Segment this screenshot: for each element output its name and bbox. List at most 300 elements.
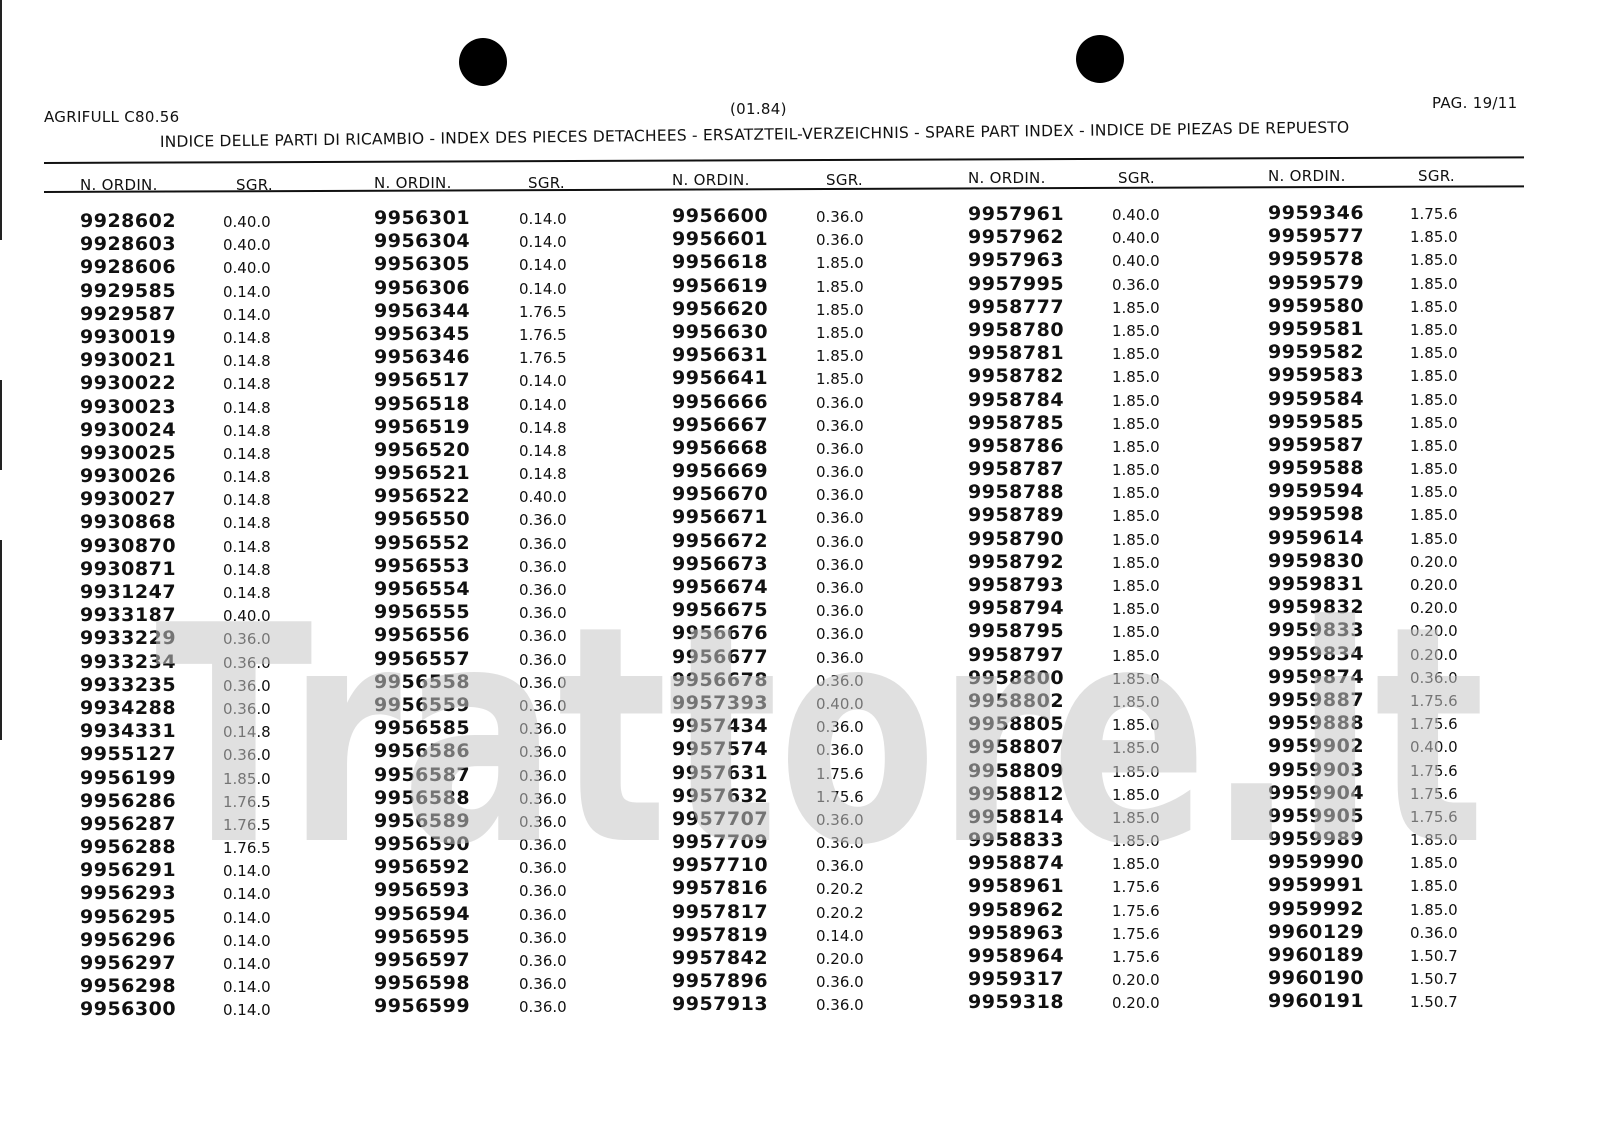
subgroup-code: 1.85.0	[1112, 507, 1160, 526]
subgroup-code: 0.36.0	[519, 511, 567, 530]
subgroup-code: 0.36.0	[519, 928, 567, 947]
order-number: 9959992	[1268, 897, 1365, 920]
subgroup-code: 1.85.0	[1410, 529, 1458, 548]
subgroup-code: 0.36.0	[816, 973, 864, 992]
order-number: 9957817	[672, 900, 769, 923]
subgroup-code: 0.36.0	[519, 627, 567, 646]
order-number: 9959584	[1268, 387, 1365, 410]
subgroup-code: 0.14.8	[223, 537, 271, 556]
order-number: 9930868	[80, 511, 177, 534]
order-number: 9956674	[672, 576, 769, 598]
order-number: 9958793	[968, 574, 1065, 596]
subgroup-code: 0.40.0	[223, 259, 271, 278]
subgroup-code: 0.36.0	[816, 579, 864, 597]
order-number: 9959588	[1268, 457, 1365, 480]
subgroup-code: 0.40.0	[223, 213, 271, 231]
order-number: 9956305	[374, 253, 471, 276]
subgroup-code: 1.85.0	[1112, 623, 1160, 642]
subgroup-code: 1.85.0	[1112, 716, 1160, 735]
order-number: 9959902	[1268, 735, 1365, 758]
order-number: 9930027	[80, 488, 177, 511]
subgroup-code: 0.40.0	[1112, 206, 1160, 224]
order-number: 9956669	[672, 460, 769, 483]
subgroup-code: 1.85.0	[223, 769, 271, 788]
subgroup-code: 1.85.0	[1112, 368, 1160, 387]
order-number: 9960190	[1268, 967, 1365, 990]
order-number: 9956286	[80, 789, 177, 812]
subgroup-code: 0.36.0	[519, 604, 567, 623]
order-number: 9958964	[968, 945, 1065, 967]
order-number: 9958792	[968, 550, 1065, 573]
order-number: 9959614	[1268, 526, 1365, 549]
order-number: 9956597	[374, 949, 471, 971]
order-number: 9958807	[968, 736, 1065, 759]
subgroup-code: 1.85.0	[1410, 831, 1458, 850]
subgroup-code: 0.36.0	[816, 509, 864, 528]
subgroup-code: 0.36.0	[816, 857, 864, 876]
order-number: 9956559	[374, 693, 471, 716]
subgroup-code: 0.36.0	[816, 625, 864, 644]
subgroup-code: 0.36.0	[223, 699, 271, 718]
subgroup-code: 1.85.0	[1112, 808, 1160, 827]
order-number: 9959888	[1268, 712, 1365, 735]
subgroup-code: 0.14.0	[223, 1001, 271, 1020]
subgroup-code: 1.85.0	[1112, 600, 1160, 619]
order-number: 9956641	[672, 367, 769, 390]
order-number: 9958962	[968, 898, 1065, 921]
subgroup-code: 0.14.0	[223, 862, 271, 881]
order-number: 9956295	[80, 905, 177, 928]
order-number: 9956670	[672, 483, 769, 506]
subgroup-code: 0.14.8	[223, 468, 271, 487]
order-number: 9958777	[968, 295, 1065, 318]
subgroup-code: 1.85.0	[1410, 483, 1458, 502]
subgroup-code: 1.76.5	[519, 349, 567, 368]
subgroup-code: 0.20.0	[1410, 599, 1458, 618]
order-number: 9959577	[1268, 225, 1365, 248]
subgroup-code: 0.14.8	[223, 328, 271, 347]
header-subgroup: SGR.	[236, 176, 274, 194]
subgroup-code: 1.76.5	[223, 839, 271, 858]
order-number: 9956345	[374, 322, 471, 345]
subgroup-code: 0.36.0	[223, 676, 271, 695]
order-number: 9960191	[1268, 990, 1365, 1013]
order-number: 9958795	[968, 620, 1065, 643]
subgroup-code: 0.14.0	[223, 908, 271, 927]
subgroup-code: 0.14.8	[519, 441, 567, 460]
order-number: 9956558	[374, 670, 471, 693]
subgroup-code: 1.85.0	[816, 254, 864, 273]
subgroup-code: 1.75.6	[1410, 715, 1458, 734]
order-number: 9958805	[968, 713, 1065, 736]
subgroup-code: 1.85.0	[816, 323, 864, 342]
order-number: 9957819	[672, 923, 769, 946]
subgroup-code: 1.75.6	[1410, 691, 1458, 710]
header-order-number: N. ORDIN.	[374, 174, 452, 192]
header-subgroup: SGR.	[528, 174, 566, 192]
order-number: 9956518	[374, 392, 471, 415]
subgroup-code: 0.36.0	[519, 557, 567, 576]
subgroup-code: 1.75.6	[1112, 924, 1160, 943]
subgroup-code: 0.36.0	[519, 581, 567, 599]
order-number: 9959598	[1268, 503, 1365, 526]
subgroup-code: 0.36.0	[519, 905, 567, 924]
order-number: 9958833	[968, 829, 1065, 852]
subgroup-code: 1.75.6	[1410, 784, 1458, 803]
subgroup-code: 0.36.0	[519, 650, 567, 669]
subgroup-code: 0.14.8	[223, 444, 271, 463]
subgroup-code: 0.20.0	[816, 950, 864, 968]
subgroup-code: 0.36.0	[519, 859, 567, 878]
order-number: 9956593	[374, 879, 471, 902]
subgroup-code: 0.40.0	[223, 607, 271, 626]
subgroup-code: 0.14.0	[519, 210, 567, 228]
order-number: 9956552	[374, 531, 471, 554]
subgroup-code: 1.85.0	[816, 347, 864, 366]
order-number: 9958874	[968, 852, 1065, 875]
order-number: 9957709	[672, 831, 769, 854]
subgroup-code: 1.85.0	[1112, 669, 1160, 688]
order-number: 9933234	[80, 650, 177, 673]
subgroup-code: 1.75.6	[1410, 807, 1458, 826]
order-number: 9956671	[672, 506, 769, 529]
subgroup-code: 1.76.5	[223, 792, 271, 811]
order-number: 9956287	[80, 812, 177, 835]
subgroup-code: 0.36.0	[519, 720, 567, 739]
subgroup-code: 0.20.2	[816, 903, 864, 922]
document-date: (01.84)	[730, 100, 787, 118]
order-number: 9956589	[374, 809, 471, 832]
header-order-number: N. ORDIN.	[1268, 167, 1346, 185]
subgroup-code: 1.85.0	[1112, 762, 1160, 781]
order-number: 9956199	[80, 766, 177, 789]
order-number: 9956631	[672, 344, 769, 367]
order-number: 9956346	[374, 346, 471, 369]
order-number: 9959990	[1268, 851, 1365, 874]
subgroup-code: 0.36.0	[519, 534, 567, 553]
order-number: 9928602	[80, 210, 177, 232]
subgroup-code: 0.36.0	[816, 532, 864, 551]
subgroup-code: 0.36.0	[816, 416, 864, 435]
subgroup-code: 0.14.8	[223, 375, 271, 394]
subgroup-code: 1.85.0	[1410, 877, 1458, 896]
subgroup-code: 1.85.0	[1410, 436, 1458, 455]
subgroup-code: 1.85.0	[1112, 414, 1160, 433]
subgroup-code: 1.76.5	[223, 815, 271, 834]
order-number: 9956520	[374, 438, 471, 461]
subgroup-code: 1.85.0	[1410, 900, 1458, 919]
subgroup-code: 1.76.5	[519, 302, 567, 321]
subgroup-code: 1.85.0	[816, 370, 864, 389]
order-number: 9930019	[80, 325, 177, 348]
order-number: 9956291	[80, 859, 177, 882]
order-number: 9959831	[1268, 573, 1365, 595]
order-number: 9959989	[1268, 828, 1365, 851]
order-number: 9957842	[672, 947, 769, 969]
subgroup-code: 0.36.0	[816, 463, 864, 482]
order-number: 9958961	[968, 875, 1065, 898]
order-number: 9957632	[672, 784, 769, 807]
order-number: 9959578	[1268, 248, 1365, 271]
subgroup-code: 0.20.2	[816, 880, 864, 899]
subgroup-code: 0.14.0	[223, 282, 271, 301]
subgroup-code: 0.36.0	[519, 673, 567, 692]
order-number: 9930026	[80, 465, 177, 488]
header-order-number: N. ORDIN.	[968, 169, 1046, 187]
order-number: 9933235	[80, 673, 177, 696]
subgroup-code: 1.75.6	[1410, 205, 1458, 223]
order-number: 9958814	[968, 805, 1065, 828]
order-number: 9958800	[968, 666, 1065, 689]
subgroup-code: 0.36.0	[1112, 275, 1160, 294]
order-number: 9956301	[374, 207, 471, 229]
order-number: 9957896	[672, 970, 769, 993]
subgroup-code: 1.75.6	[1410, 761, 1458, 780]
order-number: 9956519	[374, 415, 471, 438]
subgroup-code: 1.85.0	[1410, 460, 1458, 479]
order-number: 9956673	[672, 552, 769, 575]
order-number: 9956517	[374, 369, 471, 392]
subgroup-code: 0.36.0	[816, 671, 864, 690]
subgroup-code: 1.85.0	[1112, 646, 1160, 665]
order-number: 9959318	[968, 991, 1065, 1014]
order-number: 9956620	[672, 297, 769, 320]
subgroup-code: 1.85.0	[1112, 739, 1160, 758]
subgroup-code: 1.50.7	[1410, 970, 1458, 989]
order-number: 9957707	[672, 807, 769, 830]
order-number: 9958785	[968, 411, 1065, 434]
subgroup-code: 0.14.8	[223, 584, 271, 602]
order-number: 9956288	[80, 836, 177, 859]
order-number: 9959585	[1268, 410, 1365, 433]
subgroup-code: 0.14.8	[223, 514, 271, 533]
order-number: 9956595	[374, 925, 471, 948]
order-number: 9958797	[968, 643, 1065, 666]
order-number: 9956599	[374, 995, 471, 1018]
header-subgroup: SGR.	[1418, 167, 1456, 185]
subgroup-code: 1.75.6	[1112, 901, 1160, 920]
subgroup-code: 0.36.0	[816, 834, 864, 853]
order-number: 9957962	[968, 226, 1065, 249]
subgroup-code: 0.14.0	[519, 395, 567, 414]
subgroup-code: 1.75.6	[816, 764, 864, 783]
subgroup-code: 0.36.0	[519, 812, 567, 831]
subgroup-code: 0.36.0	[1410, 923, 1458, 942]
subgroup-code: 0.14.0	[223, 305, 271, 324]
subgroup-code: 0.36.0	[519, 882, 567, 901]
order-number: 9959317	[968, 968, 1065, 991]
order-number: 9931247	[80, 581, 177, 603]
subgroup-code: 0.36.0	[816, 810, 864, 829]
subgroup-code: 0.14.0	[519, 256, 567, 275]
order-number: 9958784	[968, 388, 1065, 411]
order-number: 9955127	[80, 743, 177, 766]
subgroup-code: 1.85.0	[1410, 854, 1458, 873]
order-number: 9959830	[1268, 549, 1365, 572]
subgroup-code: 0.20.0	[1112, 971, 1160, 990]
subgroup-code: 0.20.0	[1112, 994, 1160, 1013]
subgroup-code: 1.85.0	[1112, 785, 1160, 804]
order-number: 9956556	[374, 624, 471, 647]
subgroup-code: 0.14.8	[223, 723, 271, 742]
order-number: 9933187	[80, 604, 177, 627]
order-number: 9956668	[672, 436, 769, 459]
order-number: 9956672	[672, 529, 769, 552]
order-number: 9958802	[968, 689, 1065, 712]
subgroup-code: 0.36.0	[519, 743, 567, 762]
subgroup-code: 1.85.0	[1112, 832, 1160, 851]
order-number: 9928606	[80, 256, 177, 279]
order-number: 9956297	[80, 952, 177, 974]
order-number: 9956304	[374, 230, 471, 253]
subgroup-code: 0.36.0	[816, 718, 864, 737]
subgroup-code: 1.85.0	[1112, 692, 1160, 711]
subgroup-code: 0.14.8	[223, 352, 271, 371]
subgroup-code: 1.85.0	[1410, 274, 1458, 293]
order-number: 9956521	[374, 462, 471, 485]
document-subtitle: INDICE DELLE PARTI DI RICAMBIO - INDEX DES PIECES DETACHEES - ERSATZTEIL-VERZEICHNIS - SPARE PART INDEX - INDICE DE PIEZAS DE REPUESTO	[159, 118, 1350, 151]
order-number: 9956300	[80, 998, 177, 1021]
subgroup-code: 1.75.6	[1112, 878, 1160, 897]
order-number: 9934288	[80, 696, 177, 719]
order-number: 9956554	[374, 578, 471, 600]
order-number: 9956306	[374, 276, 471, 299]
order-number: 9957631	[672, 761, 769, 784]
subgroup-code: 0.36.0	[816, 486, 864, 505]
order-number: 9958790	[968, 527, 1065, 550]
order-number: 9959833	[1268, 619, 1365, 642]
order-number: 9956585	[374, 717, 471, 740]
order-number: 9957995	[968, 272, 1065, 295]
order-number: 9958780	[968, 318, 1065, 341]
order-number: 9956619	[672, 274, 769, 297]
subgroup-code: 0.14.0	[816, 926, 864, 945]
subgroup-code: 0.36.0	[519, 696, 567, 715]
order-number: 9959905	[1268, 804, 1365, 827]
order-number: 9956676	[672, 622, 769, 645]
subgroup-code: 1.85.0	[1410, 320, 1458, 339]
order-number: 9929585	[80, 279, 177, 302]
order-number: 9959579	[1268, 271, 1365, 294]
order-number: 9957574	[672, 738, 769, 761]
order-number: 9958794	[968, 597, 1065, 620]
subgroup-code: 1.85.0	[1112, 437, 1160, 456]
subgroup-code: 0.40.0	[1112, 252, 1160, 271]
order-number: 9959832	[1268, 596, 1365, 619]
subgroup-code: 0.14.0	[519, 372, 567, 391]
order-number: 9960189	[1268, 944, 1365, 966]
order-number: 9956590	[374, 833, 471, 856]
subgroup-code: 0.20.0	[1410, 645, 1458, 664]
subgroup-code: 0.36.0	[519, 975, 567, 994]
order-number: 9930025	[80, 441, 177, 464]
order-number: 9958809	[968, 759, 1065, 782]
subgroup-code: 0.36.0	[816, 741, 864, 760]
subgroup-code: 0.36.0	[223, 630, 271, 649]
header-subgroup: SGR.	[826, 171, 864, 189]
order-number: 9930023	[80, 395, 177, 418]
order-number: 9958782	[968, 365, 1065, 388]
order-number: 9956666	[672, 390, 769, 413]
order-number: 9959580	[1268, 294, 1365, 317]
order-number: 9956296	[80, 928, 177, 951]
page-number: PAG. 19/11	[1432, 94, 1518, 112]
order-number: 9956675	[672, 599, 769, 622]
subgroup-code: 0.36.0	[1410, 668, 1458, 687]
subgroup-code: 0.14.0	[519, 233, 567, 252]
order-number: 9956598	[374, 972, 471, 995]
order-number: 9958963	[968, 921, 1065, 944]
subgroup-code: 0.14.8	[223, 421, 271, 440]
order-number: 9957961	[968, 203, 1065, 225]
subgroup-code: 1.85.0	[1410, 367, 1458, 386]
subgroup-code: 0.36.0	[223, 746, 271, 765]
order-number: 9956667	[672, 413, 769, 436]
order-number: 9956555	[374, 601, 471, 624]
order-number: 9956522	[374, 485, 471, 508]
order-number: 9957710	[672, 854, 769, 877]
subgroup-code: 1.85.0	[1112, 484, 1160, 503]
subgroup-code: 1.85.0	[1410, 228, 1458, 247]
order-number: 9934331	[80, 720, 177, 743]
order-number: 9928603	[80, 233, 177, 256]
subgroup-code: 0.14.0	[223, 978, 271, 997]
order-number: 9959887	[1268, 688, 1365, 711]
order-number: 9930870	[80, 534, 177, 557]
order-number: 9956587	[374, 763, 471, 786]
order-number: 9956677	[672, 645, 769, 668]
subgroup-code: 1.85.0	[816, 277, 864, 296]
subgroup-code: 0.14.8	[223, 398, 271, 417]
order-number: 9956594	[374, 902, 471, 925]
order-number: 9956592	[374, 856, 471, 879]
order-number: 9959903	[1268, 758, 1365, 781]
subgroup-code: 0.36.0	[816, 439, 864, 458]
subgroup-code: 0.14.0	[223, 955, 271, 973]
subgroup-code: 0.20.0	[1410, 622, 1458, 641]
subgroup-code: 0.40.0	[223, 236, 271, 255]
subgroup-code: 1.85.0	[1112, 461, 1160, 480]
subgroup-code: 0.14.8	[223, 491, 271, 510]
subgroup-code: 0.36.0	[816, 231, 864, 250]
order-number: 9956588	[374, 786, 471, 809]
order-number: 9956557	[374, 647, 471, 670]
subgroup-code: 0.14.8	[223, 560, 271, 579]
order-number: 9958812	[968, 782, 1065, 805]
header-order-number: N. ORDIN.	[672, 171, 750, 189]
order-number: 9956600	[672, 205, 769, 227]
order-number: 9959587	[1268, 433, 1365, 456]
subgroup-code: 0.36.0	[519, 952, 567, 970]
order-number: 9930022	[80, 372, 177, 395]
order-number: 9956344	[374, 299, 471, 322]
order-number: 9956298	[80, 975, 177, 998]
document-title: AGRIFULL C80.56	[44, 108, 180, 126]
order-number: 9958786	[968, 434, 1065, 457]
subgroup-code: 0.40.0	[519, 488, 567, 507]
subgroup-code: 0.40.0	[1410, 738, 1458, 757]
order-number: 9956618	[672, 251, 769, 274]
subgroup-code: 0.36.0	[519, 766, 567, 785]
order-number: 9929587	[80, 302, 177, 325]
subgroup-code: 1.85.0	[1112, 855, 1160, 874]
order-number: 9958781	[968, 342, 1065, 365]
subgroup-code: 0.20.0	[1410, 576, 1458, 594]
subgroup-code: 1.85.0	[1112, 530, 1160, 549]
subgroup-code: 0.36.0	[519, 836, 567, 855]
order-number: 9956630	[672, 320, 769, 343]
order-number: 9933229	[80, 627, 177, 650]
